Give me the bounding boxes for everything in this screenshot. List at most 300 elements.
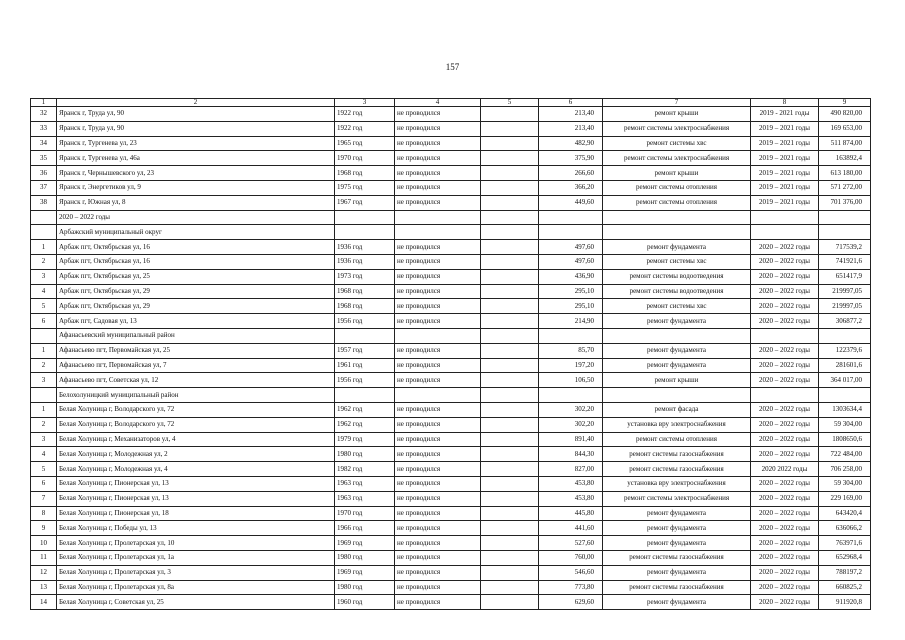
- work-type-cell: ремонт крыши: [603, 373, 751, 388]
- table-row: [31, 151, 871, 166]
- area-cell: 453,80: [539, 491, 603, 506]
- cost-cell: 636066,2: [819, 521, 871, 536]
- table-row: [31, 491, 871, 506]
- table-row: [31, 299, 871, 314]
- work-type-cell: ремонт системы электроснабжения: [603, 151, 751, 166]
- empty-cell: [481, 284, 539, 299]
- section-empty-cell: [335, 388, 395, 403]
- table-row: [31, 506, 871, 521]
- capital-repair-cell: не проводился: [395, 180, 481, 195]
- section-empty-cell: [31, 388, 57, 403]
- period-cell: 2019 – 2021 годы: [751, 195, 819, 210]
- table-row: [31, 343, 871, 358]
- table-row: [31, 462, 871, 477]
- row-number: 5: [31, 299, 57, 314]
- period-cell: 2020 – 2022 годы: [751, 595, 819, 610]
- cost-cell: 59 304,00: [819, 417, 871, 432]
- empty-cell: [481, 240, 539, 255]
- work-type-cell: ремонт фундамента: [603, 506, 751, 521]
- cost-cell: 706 258,00: [819, 462, 871, 477]
- cost-cell: 219997,05: [819, 299, 871, 314]
- cost-cell: 1808650,6: [819, 432, 871, 447]
- cost-cell: 741921,6: [819, 254, 871, 269]
- area-cell: 760,00: [539, 550, 603, 565]
- area-cell: 497,60: [539, 240, 603, 255]
- table-row: [31, 314, 871, 329]
- work-type-cell: ремонт фундамента: [603, 536, 751, 551]
- section-empty-cell: [751, 210, 819, 225]
- address-cell: Белая Холуница г, Володарского ул, 72: [57, 402, 335, 417]
- capital-repair-cell: не проводился: [395, 373, 481, 388]
- capital-repair-cell: не проводился: [395, 447, 481, 462]
- row-number: 13: [31, 580, 57, 595]
- empty-cell: [481, 595, 539, 610]
- empty-cell: [481, 580, 539, 595]
- section-empty-cell: [539, 210, 603, 225]
- column-header: 1: [31, 99, 57, 107]
- period-cell: 2020 – 2022 годы: [751, 506, 819, 521]
- cost-cell: 763971,6: [819, 536, 871, 551]
- work-type-cell: ремонт системы газоснабжения: [603, 580, 751, 595]
- period-cell: 2019 – 2021 годы: [751, 166, 819, 181]
- cost-cell: 911920,8: [819, 595, 871, 610]
- year-cell: 1969 год: [335, 565, 395, 580]
- year-cell: 1922 год: [335, 121, 395, 136]
- column-header: 7: [603, 99, 751, 107]
- work-type-cell: ремонт системы газоснабжения: [603, 447, 751, 462]
- section-empty-cell: [603, 388, 751, 403]
- capital-repair-cell: не проводился: [395, 107, 481, 122]
- empty-cell: [481, 299, 539, 314]
- period-cell: 2020 – 2022 годы: [751, 373, 819, 388]
- empty-cell: [481, 343, 539, 358]
- address-cell: Яранск г, Тургенева ул, 23: [57, 136, 335, 151]
- work-type-cell: ремонт системы отопления: [603, 432, 751, 447]
- year-cell: 1922 год: [335, 107, 395, 122]
- capital-repair-cell: не проводился: [395, 121, 481, 136]
- address-cell: Белая Холуница г, Механизаторов ул, 4: [57, 432, 335, 447]
- capital-repair-cell: не проводился: [395, 506, 481, 521]
- cost-cell: 490 820,00: [819, 107, 871, 122]
- work-type-cell: ремонт системы электроснабжения: [603, 491, 751, 506]
- period-cell: 2020 – 2022 годы: [751, 402, 819, 417]
- section-empty-cell: [395, 388, 481, 403]
- empty-cell: [481, 136, 539, 151]
- address-cell: Белая Холуница г, Советская ул, 25: [57, 595, 335, 610]
- year-cell: 1960 год: [335, 595, 395, 610]
- area-cell: 375,90: [539, 151, 603, 166]
- address-cell: Белая Холуница г, Пролетарская ул, 8а: [57, 580, 335, 595]
- section-empty-cell: [603, 210, 751, 225]
- area-cell: 773,80: [539, 580, 603, 595]
- cost-cell: 122379,6: [819, 343, 871, 358]
- row-number: 10: [31, 536, 57, 551]
- section-empty-cell: [31, 328, 57, 343]
- page-number: 157: [445, 62, 460, 72]
- section-empty-cell: [335, 225, 395, 240]
- year-cell: 1965 год: [335, 136, 395, 151]
- address-cell: Белая Холуница г, Пролетарская ул, 10: [57, 536, 335, 551]
- period-cell: 2020 – 2022 годы: [751, 580, 819, 595]
- area-cell: 844,30: [539, 447, 603, 462]
- address-cell: Яранск г, Тургенева ул, 46а: [57, 151, 335, 166]
- empty-cell: [481, 195, 539, 210]
- work-type-cell: ремонт системы хвс: [603, 299, 751, 314]
- empty-cell: [481, 373, 539, 388]
- year-cell: 1982 год: [335, 462, 395, 477]
- address-cell: Арбаж пгт, Октябрьская ул, 29: [57, 299, 335, 314]
- table-row: [31, 536, 871, 551]
- cost-cell: 169 653,00: [819, 121, 871, 136]
- year-cell: 1963 год: [335, 491, 395, 506]
- period-cell: 2020 – 2022 годы: [751, 536, 819, 551]
- row-number: 33: [31, 121, 57, 136]
- capital-repair-cell: не проводился: [395, 565, 481, 580]
- period-cell: 2020 – 2022 годы: [751, 491, 819, 506]
- year-cell: 1980 год: [335, 447, 395, 462]
- area-cell: 302,20: [539, 417, 603, 432]
- work-type-cell: ремонт фундамента: [603, 595, 751, 610]
- area-cell: 214,90: [539, 314, 603, 329]
- work-type-cell: ремонт системы водоотведения: [603, 284, 751, 299]
- address-cell: Арбаж пгт, Садовая ул, 13: [57, 314, 335, 329]
- row-number: 4: [31, 447, 57, 462]
- year-cell: 1968 год: [335, 166, 395, 181]
- cost-cell: 306877,2: [819, 314, 871, 329]
- cost-cell: 163892,4: [819, 151, 871, 166]
- address-cell: Белая Холуница г, Молодежная ул, 4: [57, 462, 335, 477]
- section-row: [31, 328, 871, 343]
- period-cell: 2020 – 2022 годы: [751, 343, 819, 358]
- area-cell: 295,10: [539, 299, 603, 314]
- area-cell: 497,60: [539, 254, 603, 269]
- empty-cell: [481, 151, 539, 166]
- cost-cell: 613 180,00: [819, 166, 871, 181]
- row-number: 2: [31, 358, 57, 373]
- row-number: 8: [31, 506, 57, 521]
- address-cell: Яранск г, Труда ул, 90: [57, 107, 335, 122]
- cost-cell: 652968,4: [819, 550, 871, 565]
- area-cell: 891,40: [539, 432, 603, 447]
- cost-cell: 660825,2: [819, 580, 871, 595]
- empty-cell: [481, 358, 539, 373]
- work-type-cell: ремонт системы хвс: [603, 254, 751, 269]
- year-cell: 1980 год: [335, 550, 395, 565]
- section-empty-cell: [603, 328, 751, 343]
- column-header: 8: [751, 99, 819, 107]
- empty-cell: [481, 417, 539, 432]
- empty-cell: [481, 550, 539, 565]
- area-cell: 453,80: [539, 476, 603, 491]
- row-number: 7: [31, 491, 57, 506]
- area-cell: 546,60: [539, 565, 603, 580]
- year-cell: 1969 год: [335, 536, 395, 551]
- year-cell: 1961 год: [335, 358, 395, 373]
- table-row: [31, 284, 871, 299]
- capital-repair-cell: не проводился: [395, 254, 481, 269]
- period-cell: 2019 – 2021 годы: [751, 136, 819, 151]
- empty-cell: [481, 476, 539, 491]
- table-row: [31, 136, 871, 151]
- address-cell: Белая Холуница г, Пролетарская ул, 1а: [57, 550, 335, 565]
- table-row: [31, 166, 871, 181]
- year-cell: 1962 год: [335, 402, 395, 417]
- period-cell: 2020 – 2022 годы: [751, 521, 819, 536]
- period-cell: 2020 – 2022 годы: [751, 476, 819, 491]
- section-empty-cell: [751, 328, 819, 343]
- capital-repair-cell: не проводился: [395, 314, 481, 329]
- row-number: 14: [31, 595, 57, 610]
- section-empty-cell: [819, 210, 871, 225]
- row-number: 12: [31, 565, 57, 580]
- column-header: 6: [539, 99, 603, 107]
- section-empty-cell: [481, 225, 539, 240]
- year-cell: 1956 год: [335, 314, 395, 329]
- row-number: 5: [31, 462, 57, 477]
- table-row: [31, 373, 871, 388]
- area-cell: 213,40: [539, 107, 603, 122]
- table-row: [31, 550, 871, 565]
- empty-cell: [481, 521, 539, 536]
- year-cell: 1966 год: [335, 521, 395, 536]
- year-cell: 1970 год: [335, 506, 395, 521]
- area-cell: 106,50: [539, 373, 603, 388]
- work-type-cell: ремонт фундамента: [603, 343, 751, 358]
- area-cell: 295,10: [539, 284, 603, 299]
- row-number: 2: [31, 417, 57, 432]
- section-heading: 2020 – 2022 годы: [57, 210, 335, 225]
- section-empty-cell: [751, 225, 819, 240]
- cost-cell: 643420,4: [819, 506, 871, 521]
- area-cell: 441,60: [539, 521, 603, 536]
- row-number: 1: [31, 240, 57, 255]
- period-cell: 2019 – 2021 годы: [751, 151, 819, 166]
- section-empty-cell: [481, 210, 539, 225]
- work-type-cell: ремонт фасада: [603, 402, 751, 417]
- period-cell: 2020 – 2022 годы: [751, 269, 819, 284]
- period-cell: 2020 – 2022 годы: [751, 417, 819, 432]
- address-cell: Арбаж пгт, Октябрьская ул, 25: [57, 269, 335, 284]
- area-cell: 213,40: [539, 121, 603, 136]
- address-cell: Арбаж пгт, Октябрьская ул, 16: [57, 254, 335, 269]
- table-row: [31, 432, 871, 447]
- section-heading: Белохолуницкий муниципальный район: [57, 388, 335, 403]
- capital-repair-cell: не проводился: [395, 166, 481, 181]
- period-cell: 2020 – 2022 годы: [751, 240, 819, 255]
- period-cell: 2020 – 2022 годы: [751, 550, 819, 565]
- section-empty-cell: [481, 388, 539, 403]
- section-row: [31, 388, 871, 403]
- table-row: [31, 121, 871, 136]
- cost-cell: 651417,9: [819, 269, 871, 284]
- row-number: 3: [31, 373, 57, 388]
- year-cell: 1970 год: [335, 151, 395, 166]
- year-cell: 1936 год: [335, 240, 395, 255]
- year-cell: 1957 год: [335, 343, 395, 358]
- cost-cell: 511 874,00: [819, 136, 871, 151]
- address-cell: Белая Холуница г, Володарского ул, 72: [57, 417, 335, 432]
- capital-repair-cell: не проводился: [395, 151, 481, 166]
- year-cell: 1967 год: [335, 195, 395, 210]
- cost-cell: 722 484,00: [819, 447, 871, 462]
- row-number: 11: [31, 550, 57, 565]
- column-header: 2: [57, 99, 335, 107]
- capital-repair-cell: не проводился: [395, 402, 481, 417]
- column-header: 3: [335, 99, 395, 107]
- period-cell: 2020 – 2022 годы: [751, 284, 819, 299]
- address-cell: Белая Холуница г, Победы ул, 13: [57, 521, 335, 536]
- empty-cell: [481, 565, 539, 580]
- capital-repair-cell: не проводился: [395, 432, 481, 447]
- capital-repair-cell: не проводился: [395, 580, 481, 595]
- period-cell: 2020 – 2022 годы: [751, 299, 819, 314]
- address-cell: Белая Холуница г, Пионерская ул, 13: [57, 491, 335, 506]
- work-type-cell: ремонт фундамента: [603, 565, 751, 580]
- address-cell: Афанасьево пгт, Советская ул, 12: [57, 373, 335, 388]
- address-cell: Арбаж пгт, Октябрьская ул, 16: [57, 240, 335, 255]
- table-row: [31, 565, 871, 580]
- empty-cell: [481, 506, 539, 521]
- row-number: 34: [31, 136, 57, 151]
- row-number: 37: [31, 180, 57, 195]
- work-type-cell: ремонт системы хвс: [603, 136, 751, 151]
- work-type-cell: ремонт системы отопления: [603, 180, 751, 195]
- table-row: [31, 240, 871, 255]
- section-empty-cell: [751, 388, 819, 403]
- capital-repair-cell: не проводился: [395, 343, 481, 358]
- section-row: [31, 225, 871, 240]
- section-empty-cell: [335, 210, 395, 225]
- capital-repair-cell: не проводился: [395, 284, 481, 299]
- area-cell: 302,20: [539, 402, 603, 417]
- cost-cell: 219997,05: [819, 284, 871, 299]
- capital-repair-cell: не проводился: [395, 462, 481, 477]
- row-number: 1: [31, 343, 57, 358]
- table-row: [31, 476, 871, 491]
- section-empty-cell: [603, 225, 751, 240]
- section-empty-cell: [481, 328, 539, 343]
- work-type-cell: ремонт системы газоснабжения: [603, 550, 751, 565]
- table-row: [31, 595, 871, 610]
- cost-cell: 59 304,00: [819, 476, 871, 491]
- address-cell: Белая Холуница г, Пионерская ул, 18: [57, 506, 335, 521]
- cost-cell: 717539,2: [819, 240, 871, 255]
- area-cell: 449,60: [539, 195, 603, 210]
- year-cell: 1975 год: [335, 180, 395, 195]
- year-cell: 1973 год: [335, 269, 395, 284]
- cost-cell: 701 376,00: [819, 195, 871, 210]
- table-row: [31, 521, 871, 536]
- section-empty-cell: [819, 225, 871, 240]
- address-cell: Белая Холуница г, Пролетарская ул, 3: [57, 565, 335, 580]
- period-cell: 2019 – 2021 годы: [751, 180, 819, 195]
- capital-repair-cell: не проводился: [395, 299, 481, 314]
- address-cell: Афанасьево пгт, Первомайская ул, 25: [57, 343, 335, 358]
- year-cell: 1968 год: [335, 284, 395, 299]
- section-empty-cell: [539, 225, 603, 240]
- cost-cell: 571 272,00: [819, 180, 871, 195]
- capital-repair-cell: не проводился: [395, 595, 481, 610]
- table-row: [31, 417, 871, 432]
- cost-cell: 281601,6: [819, 358, 871, 373]
- work-type-cell: ремонт системы отопления: [603, 195, 751, 210]
- empty-cell: [481, 447, 539, 462]
- empty-cell: [481, 314, 539, 329]
- period-cell: 2020 – 2022 годы: [751, 254, 819, 269]
- section-empty-cell: [539, 328, 603, 343]
- year-cell: 1963 год: [335, 476, 395, 491]
- table-row: [31, 195, 871, 210]
- empty-cell: [481, 166, 539, 181]
- capital-repair-cell: не проводился: [395, 417, 481, 432]
- area-cell: 266,60: [539, 166, 603, 181]
- empty-cell: [481, 107, 539, 122]
- row-number: 2: [31, 254, 57, 269]
- capital-repair-cell: не проводился: [395, 136, 481, 151]
- table-row: [31, 269, 871, 284]
- work-type-cell: ремонт системы газоснабжения: [603, 462, 751, 477]
- capital-repair-cell: не проводился: [395, 269, 481, 284]
- column-header: 4: [395, 99, 481, 107]
- period-cell: 2019 – 2021 годы: [751, 121, 819, 136]
- address-cell: Яранск г, Энергетиков ул, 9: [57, 180, 335, 195]
- capital-repair-cell: не проводился: [395, 240, 481, 255]
- empty-cell: [481, 462, 539, 477]
- capital-repair-cell: не проводился: [395, 550, 481, 565]
- section-empty-cell: [539, 388, 603, 403]
- section-empty-cell: [335, 328, 395, 343]
- empty-cell: [481, 254, 539, 269]
- area-cell: 436,90: [539, 269, 603, 284]
- empty-cell: [481, 121, 539, 136]
- row-number: 6: [31, 314, 57, 329]
- period-cell: 2020 2022 годы: [751, 462, 819, 477]
- section-row: [31, 210, 871, 225]
- year-cell: 1936 год: [335, 254, 395, 269]
- capital-repair-cell: не проводился: [395, 491, 481, 506]
- area-cell: 482,90: [539, 136, 603, 151]
- period-cell: 2019 - 2021 годы: [751, 107, 819, 122]
- address-cell: Яранск г, Труда ул, 90: [57, 121, 335, 136]
- table-row: [31, 580, 871, 595]
- work-type-cell: установка вру электроснабжения: [603, 417, 751, 432]
- address-cell: Яранск г, Чернышевского ул, 23: [57, 166, 335, 181]
- year-cell: 1968 год: [335, 299, 395, 314]
- work-type-cell: ремонт фундамента: [603, 358, 751, 373]
- work-type-cell: ремонт фундамента: [603, 521, 751, 536]
- period-cell: 2020 – 2022 годы: [751, 358, 819, 373]
- cost-cell: 1303634,4: [819, 402, 871, 417]
- address-cell: Белая Холуница г, Пионерская ул, 13: [57, 476, 335, 491]
- column-header: 5: [481, 99, 539, 107]
- row-number: 3: [31, 432, 57, 447]
- work-type-cell: ремонт крыши: [603, 107, 751, 122]
- year-cell: 1980 год: [335, 580, 395, 595]
- section-empty-cell: [395, 225, 481, 240]
- work-type-cell: установка вру электроснабжения: [603, 476, 751, 491]
- area-cell: 527,60: [539, 536, 603, 551]
- section-empty-cell: [819, 388, 871, 403]
- table-row: [31, 358, 871, 373]
- table-row: [31, 180, 871, 195]
- capital-repair-cell: не проводился: [395, 521, 481, 536]
- area-cell: 445,80: [539, 506, 603, 521]
- area-cell: 629,60: [539, 595, 603, 610]
- period-cell: 2020 – 2022 годы: [751, 314, 819, 329]
- table-row: [31, 254, 871, 269]
- work-type-cell: ремонт крыши: [603, 166, 751, 181]
- empty-cell: [481, 402, 539, 417]
